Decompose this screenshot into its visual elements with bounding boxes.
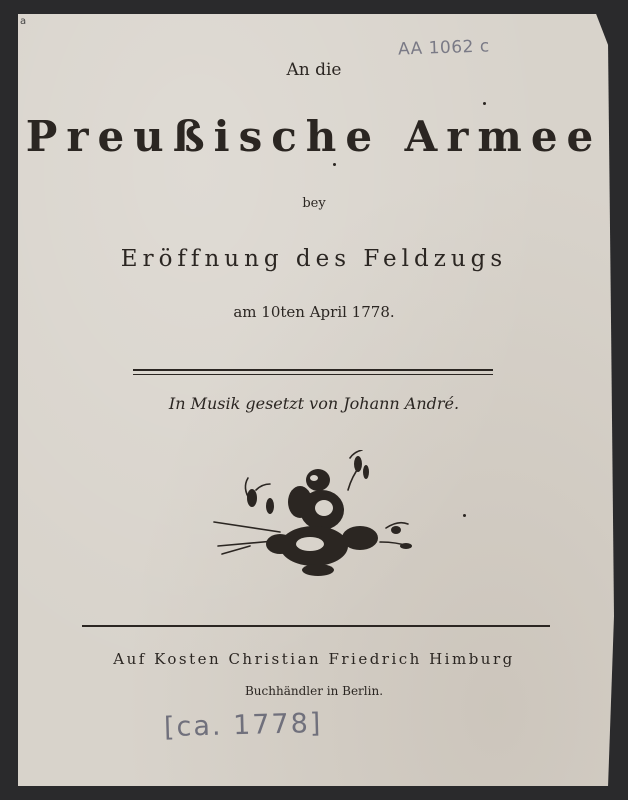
horizontal-rule	[82, 625, 550, 627]
occasion-line: Eröffnung des Feldzugs	[120, 246, 508, 272]
cherub-vignette-icon	[210, 450, 416, 580]
ink-speck	[333, 163, 336, 166]
handwritten-date-annotation: [ca. 1778]	[163, 707, 323, 744]
ink-speck	[483, 102, 486, 105]
shelfmark-annotation: AA 1062 c	[397, 36, 490, 60]
corner-mark: a	[20, 16, 27, 27]
ink-speck	[463, 514, 466, 517]
addressee-line: An die	[286, 60, 342, 80]
imprint-sub-line: Buchhändler in Berlin.	[244, 684, 384, 698]
title: Preußische Armee	[25, 112, 603, 161]
imprint-line: Auf Kosten Christian Friedrich Himburg	[113, 650, 515, 668]
composer-line: In Musik gesetzt von Johann André.	[168, 394, 460, 413]
date-line: am 10ten April 1778.	[233, 303, 395, 321]
preposition-line: bey	[302, 196, 326, 211]
double-rule	[133, 369, 493, 375]
